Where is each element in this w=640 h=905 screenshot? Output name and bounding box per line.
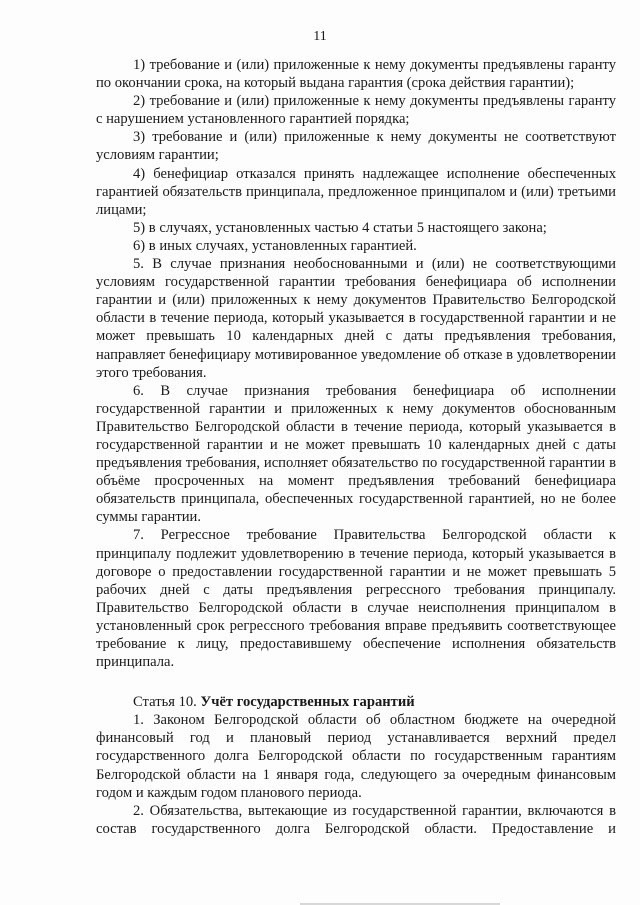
article-clause-1: 1. Законом Белгородской области об областном бюджете на очередной финансовый год и плановый период устанавливается верхний предел государственного долга Белгородской области по государственным гарантиям Белгородской области на 1 января года, следующего за очередным финансовым годом и каждым годом планового периода. (96, 712, 616, 801)
list-item-3: 3) требование и (или) приложенные к нему документы не соответствуют условиям гарантии; (96, 129, 616, 164)
article-prefix: Статья 10. (133, 694, 197, 711)
clause-5: 5. В случае признания необоснованными и (или) не соответствующими условиям государственной гарантии требования бенефициара об исполнении гарантии и (или) приложенных к нему документов Правительство Белгородской области в течение периода, который указывается в государственной гарантии и не может превышать 10 календарных дней с даты предъявления требования, направляет бенефициару мотивированное уведомление об отказе в удовлетворении этого требования. (96, 256, 616, 381)
page-number: 11 (313, 29, 327, 44)
article-title: Учёт государственных гарантий (200, 694, 415, 711)
list-item-4: 4) бенефициар отказался принять надлежащее исполнение обеспеченных гарантией обязательств принципала, предложенное принципалом и (или) третьими лицами; (96, 165, 616, 218)
list-item-5: 5) в случаях, установленных частью 4 статьи 5 настоящего закона; (133, 219, 547, 236)
article-heading (96, 693, 616, 711)
clause-7: 7. Регрессное требование Правительства Белгородской области к принципалу подлежит удовлетворению в течение периода, который указывается в договоре о предоставлении государственной гарантии и не может превышать 5 рабочих дней с даты предъявления регрессного требования принципалу. Правительство Белгородской области в случае неисполнения принципалом в установленный срок регрессного требования вправе предъявить соответствующее требование к лицу, предоставившему обеспечение исполнения обязательств принципала. (96, 527, 616, 671)
list-item-2: 2) требование и (или) приложенные к нему документы предъявлены гаранту с нарушением установленного гарантией порядка; (96, 93, 616, 128)
clause-6: 6. В случае признания требования бенефициара об исполнении государственной гарантии и приложенных к нему документов обоснованным Правительство Белгородской области в течение периода, который указывается в государственной гарантии и не может превышать 10 календарных дней с даты предъявления требования, исполняет обязательство по государственной гарантии в объёме просроченных на момент предъявления требований бенефициара обязательств принципала, обеспеченных государственной гарантией, но не более суммы гарантии. (96, 382, 616, 526)
article-clause-2: 2. Обязательства, вытекающие из государственной гарантии, включаются в состав государственного долга Белгородской области. Предоставление и (96, 802, 616, 837)
list-item-1: 1) требование и (или) приложенные к нему документы предъявлены гаранту по окончании срока, на который выдана гарантия (срока действия гарантии); (96, 57, 616, 92)
list-item-6: 6) в иных случаях, установленных гарантией. (133, 237, 417, 254)
document-body (96, 56, 616, 838)
